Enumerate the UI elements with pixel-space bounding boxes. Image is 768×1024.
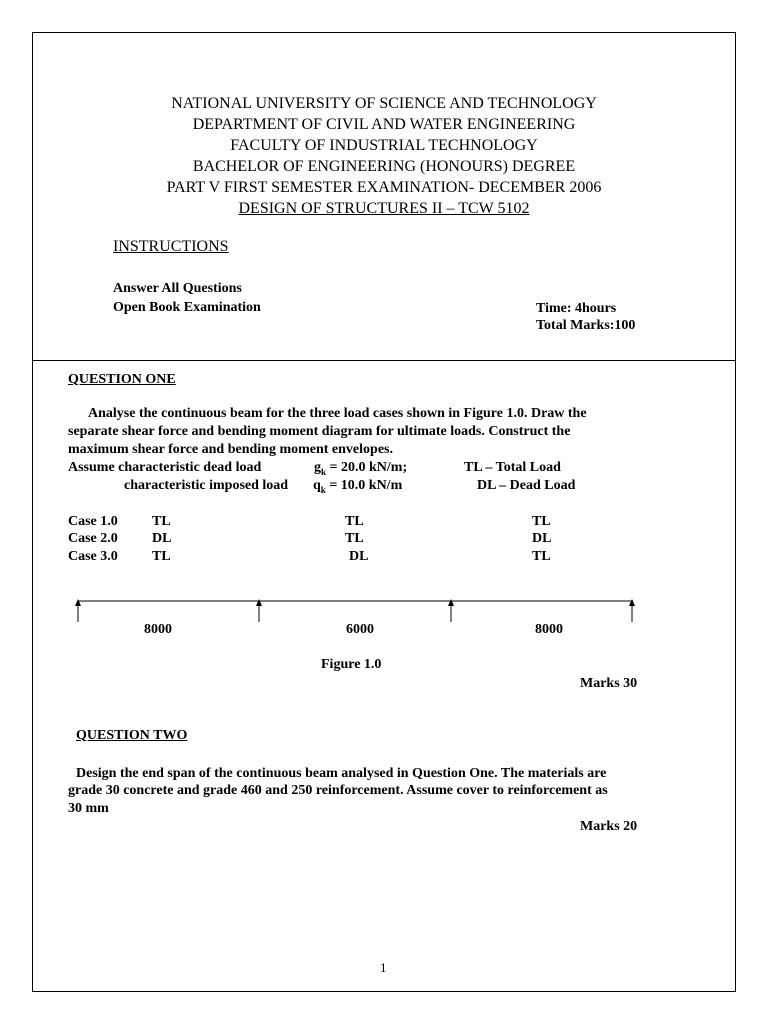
answer-all-text: Answer All Questions <box>113 281 242 296</box>
span-length-3: 8000 <box>535 622 563 637</box>
imposed-load-subscript: k <box>320 484 326 495</box>
imposed-load-symbol: q <box>313 478 321 493</box>
q2-para-line1: Design the end span of the continuous beam analysed in Question One. The materials are <box>76 766 607 781</box>
dead-load-label: Assume characteristic dead load <box>68 460 262 475</box>
dead-load-subscript: k <box>321 466 327 477</box>
q1-title: QUESTION ONE <box>68 372 176 387</box>
case-span1: TL <box>152 514 171 529</box>
imposed-load-number: = 10.0 kN/m <box>325 478 403 493</box>
degree-name: BACHELOR OF ENGINEERING (HONOURS) DEGREE <box>192 158 576 175</box>
open-book-text: Open Book Examination <box>113 300 261 315</box>
support-arrow-3 <box>448 599 454 622</box>
exam-title: PART V FIRST SEMESTER EXAMINATION- DECEMBER 2006 <box>166 179 602 196</box>
case-span3: DL <box>532 531 552 546</box>
instructions-title: INSTRUCTIONS <box>113 238 229 255</box>
case-label: Case 3.0 <box>68 549 118 564</box>
support-arrow-1 <box>75 599 81 622</box>
page-number: 1 <box>380 960 387 975</box>
tl-legend: TL – Total Load <box>464 460 561 475</box>
case-label: Case 2.0 <box>68 531 118 546</box>
case-span3: TL <box>532 549 551 564</box>
q2-title: QUESTION TWO <box>76 728 188 743</box>
q2-para-line2: grade 30 concrete and grade 460 and 250 reinforcement. Assume cover to reinforcement as <box>68 783 608 798</box>
q1-para-line2: separate shear force and bending moment diagram for ultimate loads. Construct the <box>68 424 571 439</box>
q1-para-line3: maximum shear force and bending moment envelopes. <box>68 442 393 457</box>
university-name: NATIONAL UNIVERSITY OF SCIENCE AND TECHNOLOGY <box>171 95 597 112</box>
q1-para-line1: Analyse the continuous beam for the three load cases shown in Figure 1.0. Draw the <box>88 406 587 421</box>
department-name: DEPARTMENT OF CIVIL AND WATER ENGINEERING <box>192 116 576 133</box>
span-length-2: 6000 <box>346 622 374 637</box>
case-span3: TL <box>532 514 551 529</box>
dead-load-number: = 20.0 kN/m; <box>326 460 408 475</box>
case-span1: TL <box>152 549 171 564</box>
case-span1: DL <box>152 531 172 546</box>
span-length-1: 8000 <box>144 622 172 637</box>
imposed-load-label: characteristic imposed load <box>124 478 289 493</box>
case-span2: TL <box>345 531 364 546</box>
case-span2: TL <box>345 514 364 529</box>
case-label: Case 1.0 <box>68 514 118 529</box>
support-arrow-4 <box>629 599 635 622</box>
q2-marks: Marks 20 <box>580 819 638 834</box>
figure-caption: Figure 1.0 <box>321 657 382 672</box>
dl-legend: DL – Dead Load <box>477 478 576 493</box>
case-span2: DL <box>349 549 369 564</box>
dead-load-symbol: g <box>314 460 321 475</box>
total-marks: Total Marks:100 <box>536 318 636 333</box>
time-allowed: Time: 4hours <box>536 301 617 316</box>
q1-marks: Marks 30 <box>580 676 638 691</box>
support-arrow-2 <box>256 599 262 622</box>
course-title: DESIGN OF STRUCTURES II – TCW 5102 <box>238 200 530 217</box>
faculty-name: FACULTY OF INDUSTRIAL TECHNOLOGY <box>230 137 538 154</box>
q2-para-line3: 30 mm <box>68 801 109 816</box>
